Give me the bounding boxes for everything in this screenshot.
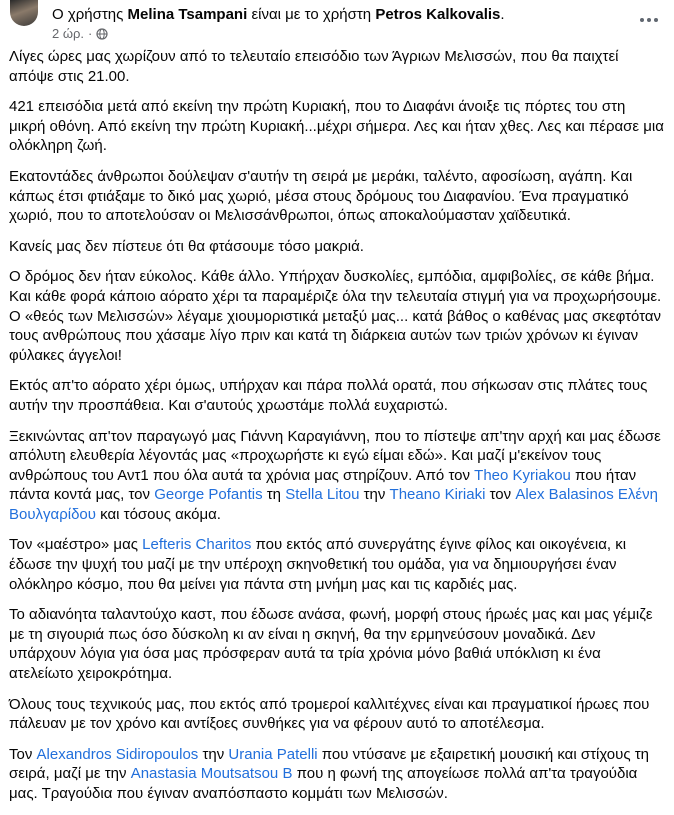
tagged-user-link[interactable]: Petros Kalkovalis xyxy=(375,6,501,23)
post-paragraph: 421 επεισόδια μετά από εκείνη την πρώτη Κυριακή, που το Διαφάνι άνοιξε τις πόρτες του στη μικρή οθόνη. Από εκείνη την πρώτη Κυριακή...μέχρι σήμερα. Λες και ήταν χθες. Λες και πέρασε μια ολόκληρη ζωή. xyxy=(9,98,664,155)
text-segment: που εκτός από συνεργάτης έγινε φίλος και οικογένεια, κι έδωσε την ψυχή του μαζί με την υπέροχη σκηνοθετική του ομάδα, για να δημιουργήσει έναν ολόκληρο κόσμο, που θα μείνει για πάντα στη μνήμη μας και τις καρδιές μας. xyxy=(9,536,627,593)
text-segment: την xyxy=(198,745,229,763)
mention-link[interactable]: Theo Kyriakou xyxy=(474,466,571,484)
mention-link[interactable]: Anastasia Moutsatsou B xyxy=(130,765,293,783)
post-meta xyxy=(52,27,108,41)
text-segment: και τόσους ακόμα. xyxy=(95,505,221,523)
post-paragraph: Ο δρόμος δεν ήταν εύκολος. Κάθε άλλο. Υπήρχαν δυσκολίες, εμπόδια, αμφιβολίες, σε κάθε βήμα. Και κάθε φορά κάποιο αόρατο χέρι τα παραμέριζε όλα την τελευταία στιγμή για να προχωρήσουμε. Ο «θεός των Μελισσών» λέγαμε χιουμοριστικά μεταξύ μας... κατά βάθος ο καθένας μας σκεφτόταν τους ανθρώπους που χάσαμε λίγο πριν και κατά τη διάρκεια αυτών των τριών χρόνων κι έγιναν φύλακες άγγελοι! xyxy=(9,268,662,364)
post-paragraph: Εκατοντάδες άνθρωποι δούλεψαν σ'αυτήν τη σειρά με μεράκι, ταλέντο, αφοσίωση, αγάπη. Και κάπως έτσι φτιάξαμε το δικό μας χωριό, μέσα στους δρόμους του Διαφανίου. Ένα πραγματικό χωριό, που το αποτελούσαν οι Μελισσάνθρωποι, όπως αποκαλούμασταν χαϊδευτικά. xyxy=(9,167,633,225)
mention-link[interactable]: George Pofantis xyxy=(154,486,263,504)
post-timestamp[interactable]: 2 ώρ. xyxy=(52,26,84,41)
more-horizontal-icon xyxy=(640,18,658,22)
text-segment: που ήταν πάντα κοντά μας, τον xyxy=(9,466,637,504)
mention-link[interactable]: Theano Kiriaki xyxy=(389,486,486,504)
more-options-button[interactable] xyxy=(634,8,664,32)
author-suffix: . xyxy=(500,6,505,23)
post-paragraph: Εκτός απ'το αόρατο χέρι όμως, υπήρχαν και πάρα πολλά ορατά, που σήκωσαν στις πλάτες τους αυτήν την προσπάθεια. Και σ'αυτούς χρωστάμε πολλά ευχαριστώ. xyxy=(9,377,648,414)
author-middle: είναι με το χρήστη xyxy=(251,6,372,23)
avatar[interactable] xyxy=(10,0,38,26)
post-header xyxy=(0,0,674,44)
meta-separator: · xyxy=(88,26,93,41)
post-paragraph: Λίγες ώρες μας χωρίζουν από το τελευταίο επεισόδιο των Άγριων Μελισσών, που θα παιχτεί απόψε στις 21.00. xyxy=(9,48,619,85)
mention-link[interactable]: Ελένη Βουλγαρίδου xyxy=(9,486,658,523)
post-paragraph: Όλους τους τεχνικούς μας, που εκτός από τρομεροί καλλιτέχνες είναι και πραγματικοί ήρωες που πάλευαν με τον χρόνο και αντίξοες συνθήκες για να φέρουν αυτό το αποτέλεσμα. xyxy=(9,695,650,733)
text-segment: που η φωνή της απογείωσε πολλά απ'τα τραγούδια μας. Τραγούδια που έγιναν αναπόσπαστο κομμάτι των Μελισσών. xyxy=(9,765,638,802)
post-paragraph-mentions xyxy=(9,745,665,804)
post-body xyxy=(9,47,665,815)
mention-link[interactable]: Lefteris Charitos xyxy=(142,536,252,554)
text-segment: Τον «μαέστρο» μας xyxy=(9,536,143,554)
globe-icon[interactable] xyxy=(96,28,108,40)
author-name-link[interactable]: Melina Tsampani xyxy=(127,6,248,23)
post-paragraph: Κανείς μας δεν πίστευε ότι θα φτάσουμε τόσο μακριά. xyxy=(9,237,364,255)
author-prefix: Ο χρήστης xyxy=(52,6,124,23)
text-segment: την xyxy=(359,486,390,504)
text-segment: τον xyxy=(485,486,516,504)
text-segment: Τον xyxy=(9,745,37,763)
mention-link[interactable]: Alexandros Sidiropoulos xyxy=(36,745,199,763)
post-paragraph: Το αδιανόητα ταλαντούχο καστ, που έδωσε ανάσα, φωνή, μορφή στους ήρωές μας και μας γέμιζε με τη σιγουριά πως όσο δύσκολη κι αν είναι η σκηνή, θα την ερμηνεύσουν μοναδικά. Δεν υπάρχουν λόγια για όσα μας πρόσφεραν αυτά τα τρία χρόνια μόνο βαθιά υπόκλιση κι ένα ατελείωτο χειροκρότημα. xyxy=(9,606,653,683)
post-paragraph-mentions xyxy=(9,427,665,525)
text-segment: τη xyxy=(262,486,286,504)
post-paragraph-mentions xyxy=(9,535,665,594)
text-segment: Ξεκινώντας απ'τον παραγωγό μας Γιάννη Καραγιάννη, που το πίστεψε απ'την αρχή και μας έδωσε απόλυτη ελευθερία λέγοντάς μας «προχωρήστε κι εγώ είμαι εδώ». Και μαζί μ'εκείνον τους ανθρώπους του Αντ1 που όλα αυτά τα χρόνια μας στηρίζουν. Από τον xyxy=(9,427,661,484)
mention-link[interactable]: Stella Litou xyxy=(285,486,360,504)
mention-link[interactable]: Urania Patelli xyxy=(228,745,318,763)
author-line xyxy=(52,6,505,24)
text-segment: που ντύσανε με εξαιρετική μουσική και στίχους τη σειρά, μαζί με την xyxy=(9,745,650,783)
mention-link[interactable]: Alex Balasinos xyxy=(515,486,614,504)
